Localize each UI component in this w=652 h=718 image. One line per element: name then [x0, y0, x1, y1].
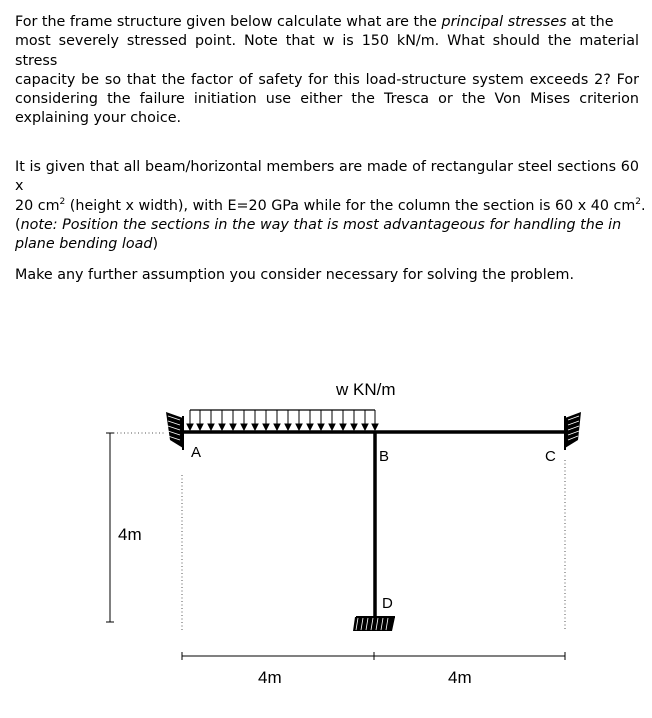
- point-label-d: D: [382, 595, 393, 612]
- p1-line-4: considering the failure initiation use either the Tresca or the Von Mises criterion: [15, 91, 639, 108]
- point-label-b: B: [379, 448, 390, 465]
- height-dim-label: 4m: [118, 525, 142, 544]
- span-right-label: 4m: [448, 668, 472, 687]
- dimension-guides: [110, 433, 565, 630]
- point-label-a: A: [191, 444, 202, 461]
- principal-stresses-term: principal stresses: [441, 14, 567, 30]
- p2-line-4: plane bending load): [15, 236, 159, 253]
- p2-line-1: It is given that all beam/horizontal members are made of rectangular steel sections 60 x: [15, 159, 639, 195]
- point-label-c: C: [545, 448, 556, 465]
- load-label: w KN/m: [336, 380, 396, 399]
- height-dimension: [106, 433, 114, 622]
- span-dimension: [182, 652, 565, 660]
- bottom-fixed-support: [353, 617, 395, 631]
- p1-line-5: explaining your choice.: [15, 110, 182, 127]
- left-fixed-support: [166, 412, 183, 450]
- p1-line-1: For the frame structure given below calculate what are the principal stresses at the: [15, 14, 614, 30]
- p1-line-2: most severely stressed point. Note that w is 150 kN/m. What should the material stress: [15, 33, 639, 69]
- span-left-label: 4m: [258, 668, 282, 687]
- load-arrows: [187, 410, 378, 430]
- p2-line-3: (note: Position the sections in the way that is most advantageous for handling the in: [15, 216, 622, 233]
- right-fixed-support: [565, 412, 581, 450]
- p2-line-2: 20 $cm^2$ (height x width), with E=20 GPa while for the column the section is 60 x 40 $cm^2$.: [15, 196, 646, 214]
- p1-line-3: capacity be so that the factor of safety for this load-structure system exceeds 2? For: [15, 71, 639, 88]
- problem-paragraph-3: Make any further assumption you consider necessary for solving the problem.: [15, 267, 574, 283]
- distributed-load: [187, 410, 378, 430]
